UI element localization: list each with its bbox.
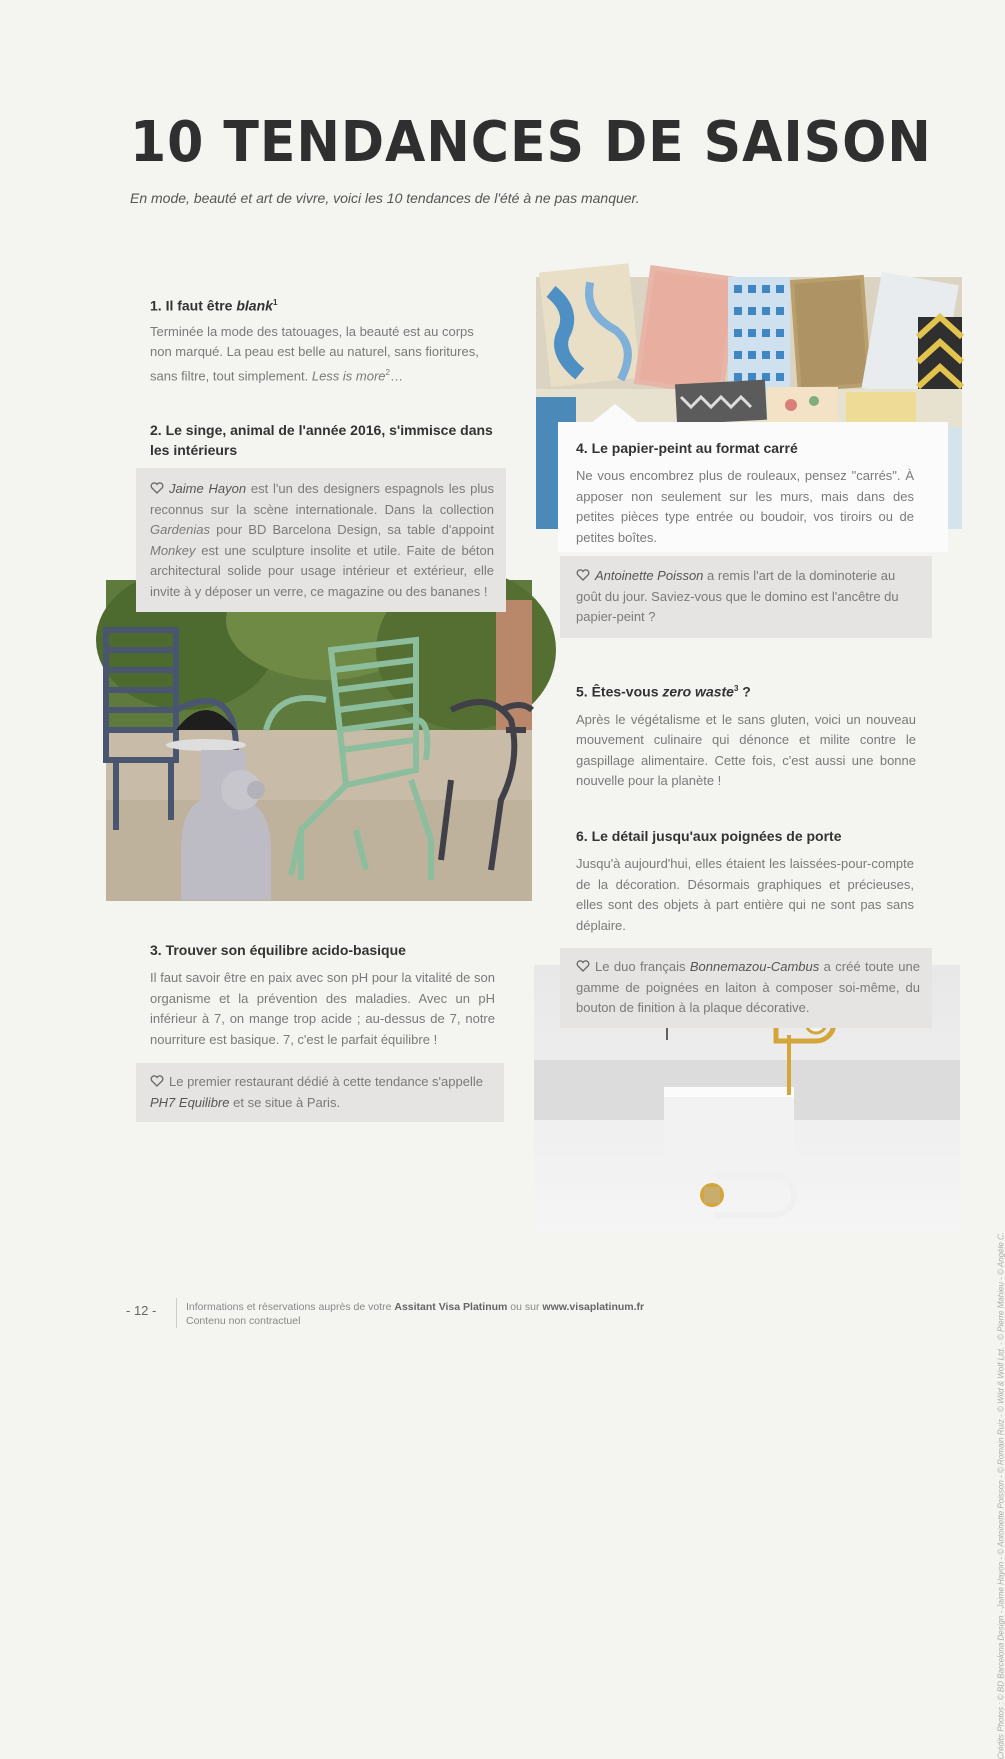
trend-6-text: Jusqu'à aujourd'hui, elles étaient les laissées-pour-compte de la décoration. Désormais graphiques et précieuses, elles sont des objets à part entière qui ne sont pas sans déplaire. [576,856,914,933]
trend-3-box-text: Le premier restaurant dédié à cette tendance s'appelle PH7 Equilibre et se situe à Paris. [150,1074,483,1110]
trend-2 [150,420,495,460]
trend-4-title: 4. Le papier-peint au format carré [576,440,798,456]
page-subtitle: En mode, beauté et art de vivre, voici les 10 tendances de l'été à ne pas manquer. [130,190,640,206]
trend-1 [150,293,495,386]
trend-6 [576,826,914,936]
heart-icon [576,960,590,972]
trend-2-box-text: Jaime Hayon est l'un des designers espagnols les plus reconnus sur la scène internationale. Dans la collection Gardenias pour BD Barcelona Design, sa table d'appoint Monkey est une sculpture insolite et utile. Faite de béton architectural solide pour usage intérieur et extérieur, elle invite à y déposer un verre, ce magazine ou des bananes ! [150,481,494,599]
trend-4-box [560,556,932,638]
trend-6-box-text: Le duo français Bonnemazou-Cambus a créé toute une gamme de poignées en laiton à composer soi-même, du bouton de finition à la plaque décorative. [576,959,920,1015]
trend-5-title: 5. Êtes-vous zero waste$^3$ ? [576,683,751,700]
trend-4-text: Ne vous encombrez plus de rouleaux, pensez "carrés". À apposer non seulement sur les murs, mais dans des petites pièces type entrée ou boudoir, vos tiroirs ou de petites boîtes. [576,468,914,545]
trend-3-title: 3. Trouver son équilibre acido-basique [150,942,406,958]
footer-divider [176,1298,177,1328]
trend-6-box [560,948,932,1028]
trend-3 [150,940,495,1050]
trend-5 [576,679,916,792]
page-title: 10 TENDANCES DE SAISON [130,110,932,175]
footer-info: Informations et réservations auprès de votre Assitant Visa Platinum ou sur www.visaplatinum.fr Contenu non contractuel [186,1301,645,1327]
monkey-table-chairs-image [106,580,532,901]
trend-3-text: Il faut savoir être en paix avec son pH pour la vitalité de son organisme et la prévention des maladies. Avec un pH inférieur à 7, on mange trop acide ; au-dessus de 7, notre nourriture est basique. 7, c'est le parfait équilibre ! [150,970,495,1047]
trend-6-title: 6. Le détail jusqu'aux poignées de porte [576,828,842,844]
photo-credits: Crédits Photos : © BD Barcelona Design - Jaime Hayon - © Antoinette Poisson - © Romain Ruiz - © Wild & Wolf Ltd. - © Pierre Mahieu - © Angèle C. [996,1232,1005,1759]
trend-1-title: 1. Il faut être blank$^1$ [150,297,278,314]
footer-disclaimer: Contenu non contractuel [186,1315,301,1327]
heart-icon [150,482,164,494]
heart-icon [150,1075,164,1087]
trend-2-title: 2. Le singe, animal de l'année 2016, s'immisce dans les intérieurs [150,422,493,458]
footer-url[interactable]: www.visaplatinum.fr [542,1301,645,1313]
trend-2-box [136,468,506,612]
card-notch [590,402,640,424]
heart-icon [576,569,590,581]
trend-4-box-text: Antoinette Poisson a remis l'art de la dominoterie au goût du jour. Saviez-vous que le domino est l'ancêtre du papier-peint ? [576,568,899,624]
page-number: - 12 - [126,1303,157,1318]
trend-3-box [136,1063,504,1122]
trend-1-text: Terminée la mode des tatouages, la beauté est au corps non marqué. La peau est belle au naturel, sans fioritures, sans filtre, tout simplement. Less is more$^2$… [150,323,479,383]
trend-4 [576,438,914,548]
trend-5-text: Après le végétalisme et le sans gluten, voici un nouveau mouvement culinaire qui dénonce et milite contre le gaspillage alimentaire. Cette fois, c'est aussi une bonne nouvelle pour la planète ! [576,711,916,789]
